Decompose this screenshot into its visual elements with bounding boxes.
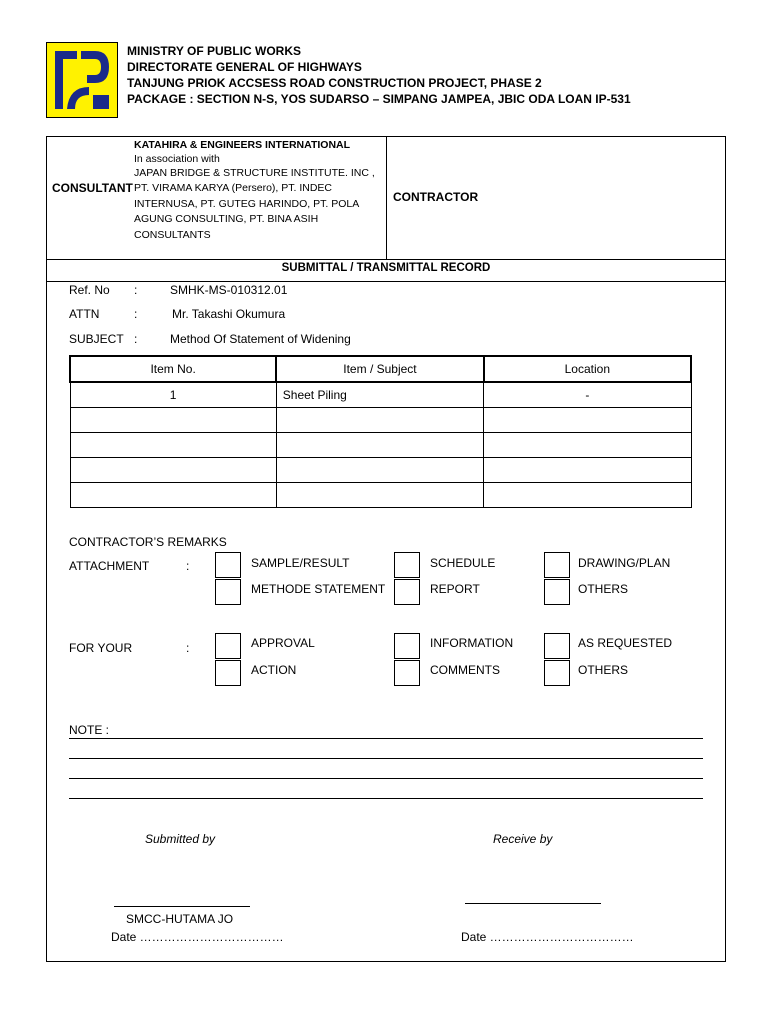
divider-top [46, 259, 726, 260]
option-report: REPORT [430, 582, 480, 596]
consultant-firm: KATAHIRA & ENGINEERS INTERNATIONAL [134, 139, 351, 151]
cell-item-subject [276, 433, 483, 458]
subject-colon: : [134, 332, 138, 346]
receiver-signature-line[interactable] [465, 903, 601, 904]
consultant-contractor-divider [386, 136, 387, 259]
divider-title [46, 281, 726, 282]
date-left[interactable]: Date ……………………………… [111, 930, 284, 944]
checkbox-comments[interactable] [394, 660, 420, 686]
note-label: NOTE : [69, 723, 110, 737]
option-schedule: SCHEDULE [430, 556, 496, 570]
checkbox-attachment-others[interactable] [544, 579, 570, 605]
ref-label: Ref. No [69, 283, 110, 297]
cell-item-subject: Sheet Piling [276, 382, 483, 408]
cell-item-subject [276, 408, 483, 433]
consultant-line-2: PT. VIRAMA KARYA (Persero), PT. INDEC [134, 182, 332, 194]
checkbox-drawing-plan[interactable] [544, 552, 570, 578]
consultant-line-3: INTERNUSA, PT. GUTEG HARINDO, PT. POLA [134, 198, 360, 210]
header-project: TANJUNG PRIOK ACCSESS ROAD CONSTRUCTION PROJECT, PHASE 2 [127, 76, 542, 90]
checkbox-information[interactable] [394, 633, 420, 659]
cell-item-no [70, 458, 276, 483]
option-information: INFORMATION [430, 636, 514, 650]
table-row [70, 458, 691, 483]
checkbox-as-requested[interactable] [544, 633, 570, 659]
consultant-label: CONSULTANT [52, 181, 133, 195]
cell-item-no [70, 433, 276, 458]
attn-colon: : [134, 307, 138, 321]
checkbox-for-your-others[interactable] [544, 660, 570, 686]
cell-item-no: 1 [70, 382, 276, 408]
note-line-4[interactable] [69, 798, 703, 799]
cell-item-subject [276, 458, 483, 483]
option-sample-result: SAMPLE/RESULT [251, 556, 350, 570]
attachment-label: ATTACHMENT [69, 559, 150, 573]
header-item-subject: Item / Subject [276, 356, 483, 382]
checkbox-sample-result[interactable] [215, 552, 241, 578]
note-line-1[interactable] [69, 738, 703, 739]
option-for-your-others: OTHERS [578, 663, 629, 677]
subject-label: SUBJECT [69, 332, 124, 346]
consultant-line-4: AGUNG CONSULTING, PT. BINA ASIH [134, 213, 319, 225]
remarks-title: CONTRACTOR’S REMARKS [69, 535, 227, 549]
table-row [70, 433, 691, 458]
attn-value: Mr. Takashi Okumura [172, 307, 286, 321]
checkbox-action[interactable] [215, 660, 241, 686]
cell-location [484, 408, 691, 433]
for-your-colon: : [186, 641, 190, 655]
cell-location [484, 483, 691, 508]
option-action: ACTION [251, 663, 297, 677]
attachment-colon: : [186, 559, 190, 573]
header-package: PACKAGE : SECTION N-S, YOS SUDARSO – SIMPANG JAMPEA, JBIC ODA LOAN IP-531 [127, 92, 631, 106]
header-location: Location [484, 356, 691, 382]
option-comments: COMMENTS [430, 663, 500, 677]
note-line-3[interactable] [69, 778, 703, 779]
header-ministry: MINISTRY OF PUBLIC WORKS [127, 44, 301, 58]
option-attachment-others: OTHERS [578, 582, 629, 596]
consultant-line-1: JAPAN BRIDGE & STRUCTURE INSTITUTE. INC , [134, 167, 375, 179]
cell-item-no [70, 408, 276, 433]
items-table [69, 355, 692, 508]
option-methode-statement: METHODE STATEMENT [251, 582, 386, 596]
record-title: SUBMITTAL / TRANSMITTAL RECORD [281, 262, 491, 274]
option-drawing-plan: DRAWING/PLAN [578, 556, 671, 570]
option-as-requested: AS REQUESTED [578, 636, 673, 650]
table-row [70, 483, 691, 508]
checkbox-schedule[interactable] [394, 552, 420, 578]
date-right[interactable]: Date ……………………………… [461, 930, 634, 944]
ref-value: SMHK-MS-010312.01 [170, 283, 288, 297]
cell-item-subject [276, 483, 483, 508]
option-approval: APPROVAL [251, 636, 315, 650]
table-row [70, 408, 691, 433]
submitter-signature-line[interactable] [114, 906, 250, 907]
table-header-row [70, 356, 691, 382]
checkbox-report[interactable] [394, 579, 420, 605]
cell-location [484, 458, 691, 483]
attn-label: ATTN [69, 307, 100, 321]
cell-item-no [70, 483, 276, 508]
cell-location [484, 433, 691, 458]
header-directorate: DIRECTORATE GENERAL OF HIGHWAYS [127, 60, 362, 74]
cell-location: - [484, 382, 691, 408]
ref-colon: : [134, 283, 138, 297]
checkbox-methode-statement[interactable] [215, 579, 241, 605]
header-item-no: Item No. [70, 356, 276, 382]
checkbox-approval[interactable] [215, 633, 241, 659]
receive-by-label: Receive by [493, 832, 553, 846]
subject-value: Method Of Statement of Widening [170, 332, 351, 346]
consultant-assoc: In association with [134, 153, 220, 165]
note-line-2[interactable] [69, 758, 703, 759]
submitted-by-label: Submitted by [145, 832, 216, 846]
contractor-label: CONTRACTOR [393, 190, 479, 204]
submitter-name: SMCC-HUTAMA JO [126, 912, 234, 926]
ministry-logo [46, 42, 118, 118]
consultant-line-5: CONSULTANTS [134, 229, 211, 241]
for-your-label: FOR YOUR [69, 641, 133, 655]
table-row [70, 382, 691, 408]
